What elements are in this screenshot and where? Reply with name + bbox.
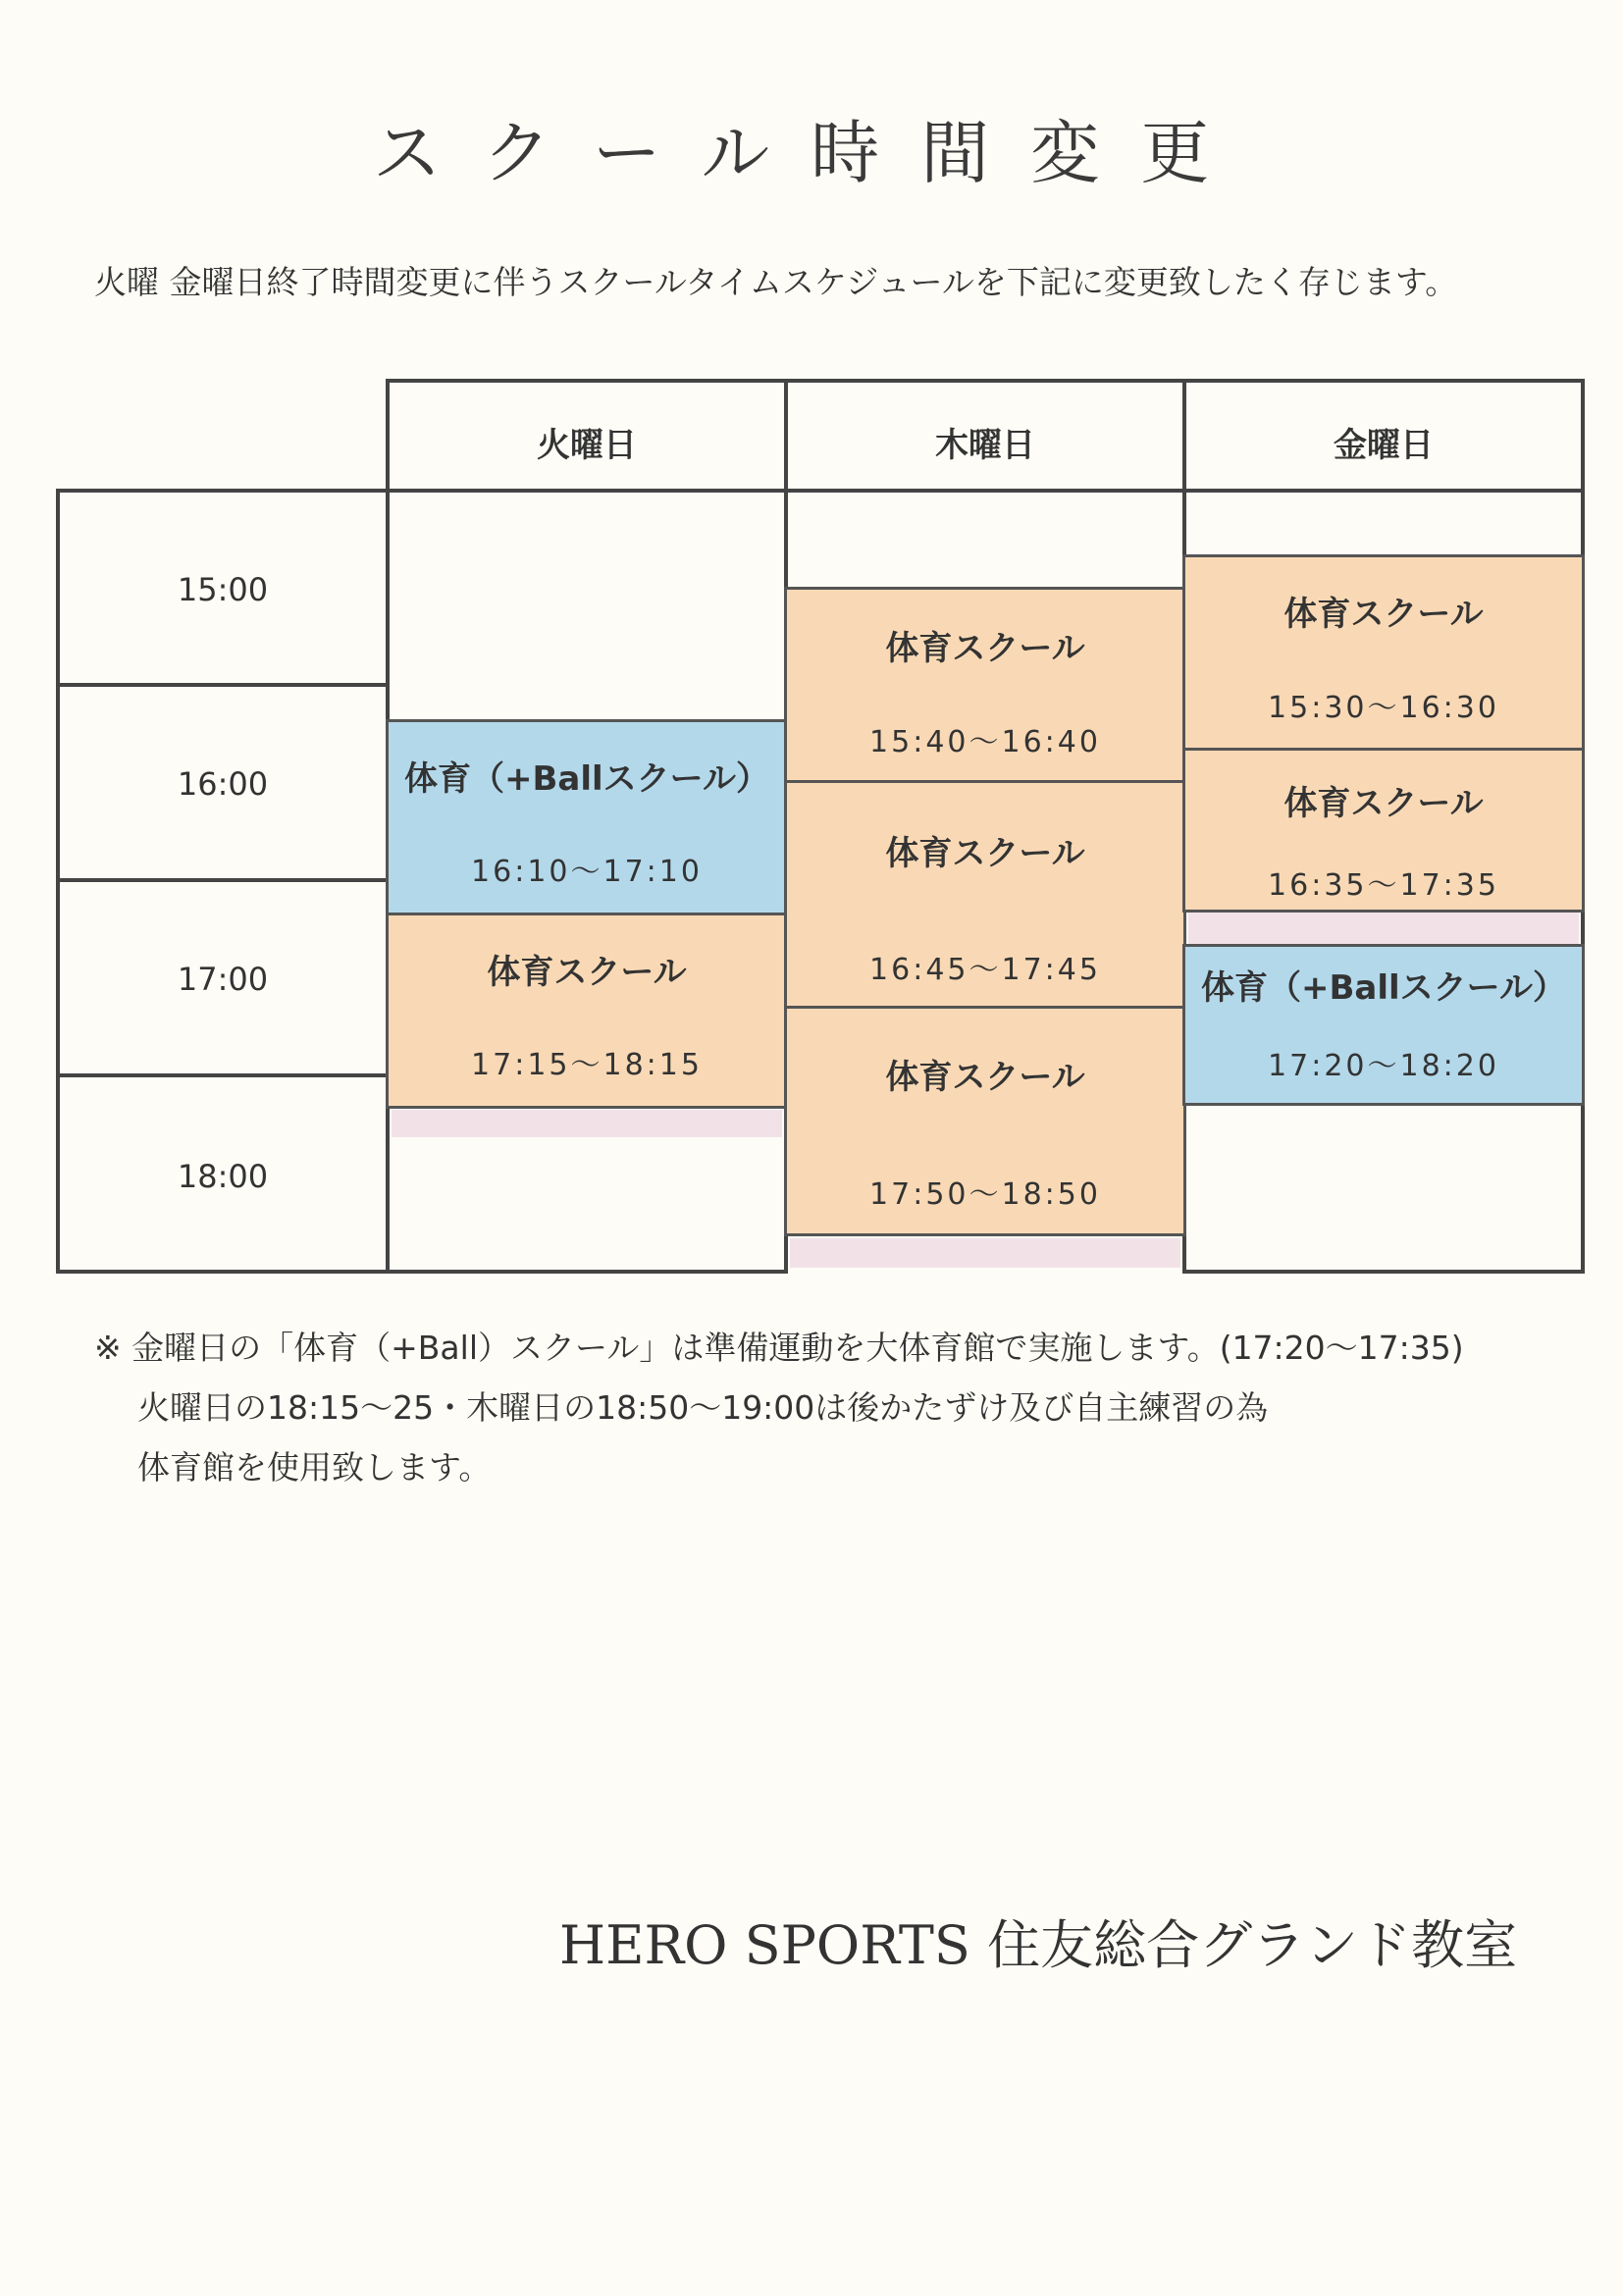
class-name: 体育（+Ballスクール） [1201, 968, 1566, 1008]
time-cell-1700 [56, 878, 390, 1077]
time-label: 17:00 [177, 961, 269, 998]
class-time-range: 17:50〜18:50 [869, 1177, 1101, 1212]
class-block-thu-pe-2 [784, 780, 1186, 1009]
class-time-range: 17:15〜18:15 [471, 1048, 703, 1082]
day-header-label: 火曜日 [537, 426, 637, 465]
time-cell-1800 [56, 1073, 390, 1274]
class-name: 体育スクール [885, 1058, 1085, 1097]
note-line-1: ※ 金曜日の「体育（+Ball）スクール」は準備運動を大体育館で実施します。(17:20〜17:35) [94, 1329, 1464, 1367]
day-header-thu [784, 379, 1186, 493]
class-block-tue-pe [386, 913, 788, 1109]
day-header-label: 金曜日 [1334, 426, 1434, 465]
class-time-range: 17:20〜18:20 [1268, 1049, 1499, 1083]
class-block-thu-pe-3 [784, 1006, 1186, 1236]
time-cell-1600 [56, 683, 390, 882]
class-block-fri-ball [1182, 944, 1585, 1106]
class-name: 体育スクール [1283, 784, 1484, 823]
class-block-fri-pe-2 [1182, 748, 1585, 913]
class-time-range: 16:10〜17:10 [471, 855, 703, 889]
class-time-range: 15:40〜16:40 [869, 725, 1101, 759]
time-label: 18:00 [177, 1158, 269, 1195]
class-time-range: 16:45〜17:45 [869, 953, 1101, 987]
class-block-fri-pe-1 [1182, 554, 1585, 751]
class-name: 体育スクール [885, 834, 1085, 873]
class-block-thu-pe-1 [784, 587, 1186, 783]
fri-warmup-strip [1188, 913, 1579, 944]
class-name: 体育スクール [487, 953, 687, 992]
thu-cleanup-strip [790, 1238, 1180, 1268]
class-time-range: 15:30〜16:30 [1268, 691, 1499, 725]
day-header-fri [1182, 379, 1585, 493]
tue-cleanup-strip [392, 1110, 782, 1137]
thu-column-top [784, 489, 1186, 591]
time-label: 16:00 [177, 765, 269, 803]
note-line-3: 体育館を使用致します。 [137, 1448, 492, 1487]
day-header-tue [386, 379, 788, 493]
class-time-range: 16:35〜17:35 [1268, 868, 1499, 903]
class-name: 体育スクール [1283, 595, 1484, 634]
time-cell-1500 [56, 489, 390, 687]
time-label: 15:00 [177, 571, 269, 608]
note-line-2: 火曜日の18:15〜25・木曜日の18:50〜19:00は後かたずけ及び自主練習の為 [137, 1388, 1269, 1427]
organization-signature: HERO SPORTS 住友総合グランド教室 [559, 1914, 1518, 1976]
day-header-label: 木曜日 [935, 426, 1035, 465]
page-title: スクール時間変更 [372, 113, 1251, 193]
class-name: 体育（+Ballスクール） [404, 759, 769, 799]
class-name: 体育スクール [885, 629, 1085, 668]
class-block-tue-ball [386, 719, 788, 915]
intro-text: 火曜 金曜日終了時間変更に伴うスクールタイムスケジュールを下記に変更致したく存じます。 [94, 263, 1458, 301]
